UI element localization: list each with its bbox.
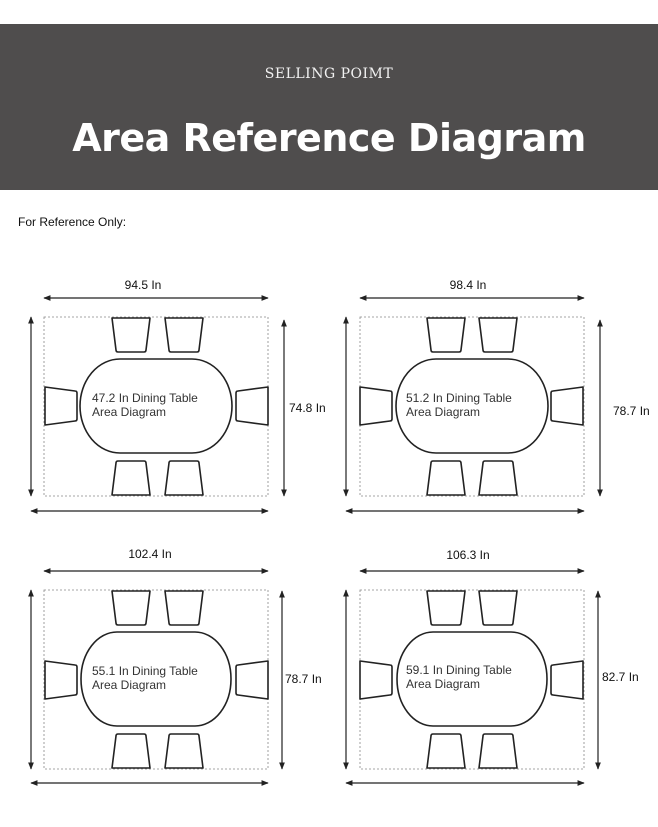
chair — [165, 318, 203, 352]
chair — [551, 661, 583, 699]
chair — [112, 461, 150, 495]
chair — [479, 461, 517, 495]
chair — [165, 734, 203, 768]
chair — [112, 734, 150, 768]
chair — [479, 591, 517, 625]
table-label-line2: Area Diagram — [406, 677, 481, 691]
width-label: 98.4 In — [449, 278, 487, 292]
chair — [236, 387, 268, 425]
table-label-line2: Area Diagram — [92, 678, 167, 692]
chair — [427, 591, 465, 625]
chair — [427, 461, 465, 495]
table-label-line1: 55.1 In Dining Table — [92, 664, 198, 678]
header-kicker: SELLING POIMT — [264, 66, 394, 82]
chair — [236, 661, 268, 699]
reference-note: For Reference Only: — [18, 215, 127, 229]
depth-label: 78.7 In — [285, 672, 322, 686]
chair — [360, 387, 392, 425]
chair — [165, 461, 203, 495]
chair — [45, 661, 77, 699]
chair — [45, 387, 77, 425]
width-label: 94.5 In — [124, 278, 162, 292]
table-label-line1: 51.2 In Dining Table — [406, 391, 512, 405]
depth-label: 82.7 In — [602, 670, 639, 684]
chair — [479, 734, 517, 768]
table-label-line2: Area Diagram — [92, 405, 167, 419]
diagram-1 — [31, 278, 326, 511]
chair — [112, 318, 150, 352]
diagram-2 — [346, 278, 650, 511]
width-label: 102.4 In — [128, 547, 172, 561]
chair — [112, 591, 150, 625]
chair — [427, 734, 465, 768]
width-label: 106.3 In — [446, 548, 490, 562]
diagram-3 — [31, 547, 322, 783]
depth-label: 74.8 In — [289, 401, 326, 415]
chair — [165, 591, 203, 625]
table-label-line1: 47.2 In Dining Table — [92, 391, 198, 405]
depth-label: 78.7 In — [613, 404, 650, 418]
table-label-line2: Area Diagram — [406, 405, 481, 419]
chair — [427, 318, 465, 352]
chair — [479, 318, 517, 352]
table-label-line1: 59.1 In Dining Table — [406, 663, 512, 677]
chair — [360, 661, 392, 699]
chair — [551, 387, 583, 425]
page-title: Area Reference Diagram — [72, 116, 586, 160]
diagram-4 — [346, 548, 639, 783]
